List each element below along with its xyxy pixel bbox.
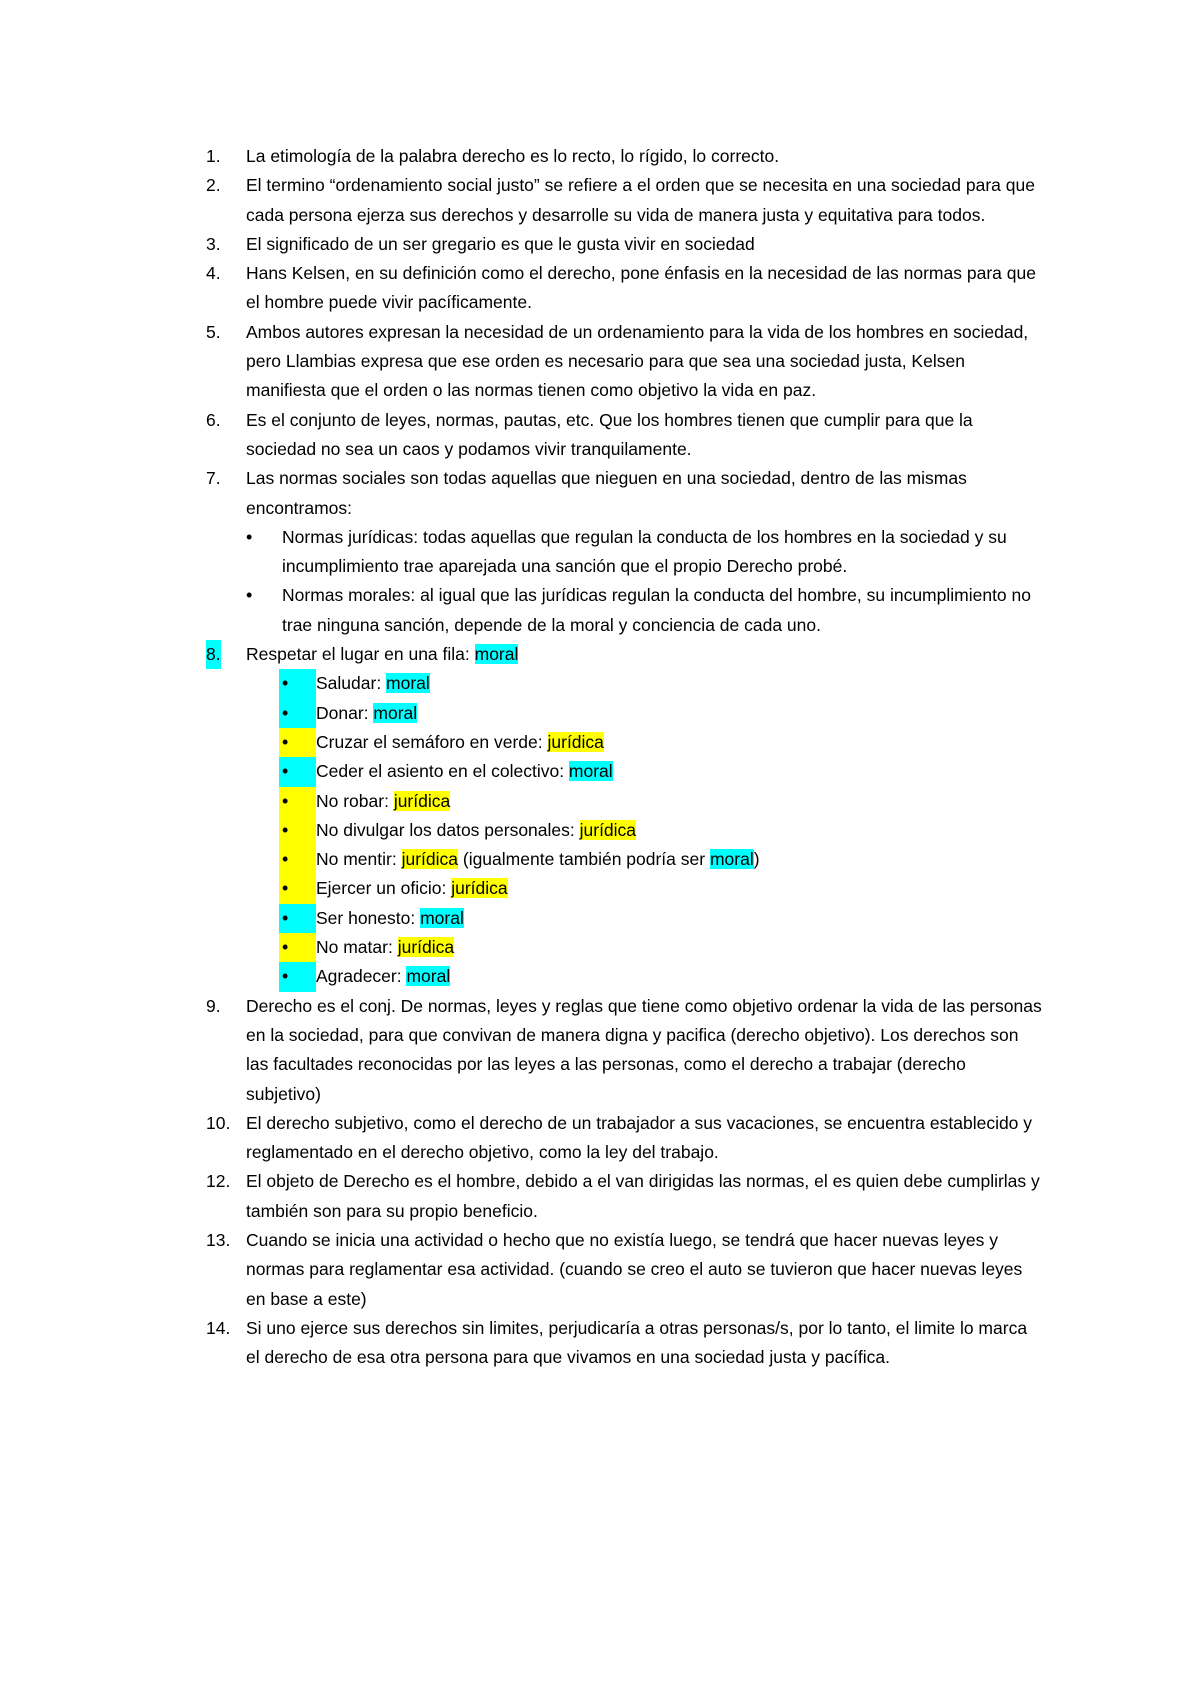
answers-list: [0, 142, 1200, 1372]
answer-highlight-juridica: jurídica: [401, 849, 458, 870]
item-text: Es el conjunto de leyes, normas, pautas, etc. Que los hombres tienen que cumplir para que la sociedad no sea un caos y podamos vivir tranquilamente.: [246, 409, 973, 459]
answer-highlight-moral: moral: [568, 761, 613, 782]
bullet-item-no-robar: [279, 787, 1044, 816]
answer-highlight-moral: moral: [420, 907, 464, 928]
item-number: 10.: [206, 1112, 231, 1133]
bullet-icon: •: [279, 933, 316, 962]
bullet-item-donar: [279, 699, 1044, 728]
list-item-5: [0, 318, 1044, 406]
answer-highlight-moral: moral: [474, 644, 519, 665]
list-item-2: [0, 171, 1044, 230]
bullet-label: Ceder el asiento en el colectivo:: [316, 761, 569, 782]
item-number: 6.: [206, 409, 221, 430]
bullet-icon: •: [279, 962, 316, 991]
bullet-label: No mentir:: [316, 849, 402, 870]
list-item-4: [0, 259, 1044, 318]
answer-highlight-juridica: jurídica: [393, 790, 451, 811]
answer-highlight-moral: moral: [709, 849, 754, 870]
list-item-3: [0, 230, 1044, 259]
bullet-icon: •: [279, 669, 316, 698]
bullet-icon: •: [279, 904, 316, 933]
answer-highlight-juridica: jurídica: [579, 819, 637, 840]
item-number: 1.: [206, 146, 221, 166]
list-item-7: [0, 464, 1044, 640]
norms-sublist: [246, 523, 1044, 640]
answer-highlight-juridica: jurídica: [397, 937, 455, 958]
bullet-item-normas-juridicas: [246, 523, 1044, 582]
bullet-icon: •: [279, 787, 316, 816]
item-number: 13.: [206, 1229, 231, 1250]
bullet-text: Normas morales: al igual que las jurídicas regulan la conducta del hombre, su incumplimiento no trae ninguna sanción, depende de la moral y conciencia de cada uno.: [282, 585, 1031, 635]
bullet-item-agradecer: [279, 962, 1044, 991]
bullet-label: No matar:: [316, 937, 398, 958]
item-text: El derecho subjetivo, como el derecho de un trabajador a sus vacaciones, se encuentra establecido y reglamentado en el derecho objetivo, como la ley del trabajo.: [246, 1112, 1033, 1163]
classification-sublist: [246, 669, 1044, 991]
bullet-label: Cruzar el semáforo en verde:: [316, 731, 548, 752]
item-text: El objeto de Derecho es el hombre, debido a el van dirigidas las normas, el es quien debe cumplirlas y también son para su propio beneficio.: [246, 1171, 1040, 1221]
answer-highlight-juridica: jurídica: [451, 878, 508, 899]
list-item-12: [0, 1167, 1044, 1226]
bullet-label: Saludar:: [316, 673, 387, 694]
bullet-icon: •: [279, 699, 316, 728]
item-text: Las normas sociales son todas aquellas que nieguen en una sociedad, dentro de las mismas encontramos:: [246, 468, 967, 518]
item-text: Derecho es el conj. De normas, leyes y reglas que tiene como objetivo ordenar la vida de las personas en la sociedad, para que convivan de manera digna y pacifica (derecho objetivo). Los derechos son las facultades reconocidas por las leyes a las personas, como el derecho a trabajar (derecho subjetivo): [246, 995, 1042, 1104]
bullet-item-saludar: [279, 669, 1044, 698]
list-item-13: [0, 1226, 1044, 1314]
item-number: 9.: [206, 995, 221, 1016]
item-text: Cuando se inicia una actividad o hecho que no existía luego, se tendrá que hacer nuevas leyes y normas para reglamentar esa actividad. (cuando se creo el auto se tuvieron que hacer nuevas leyes en base a este): [246, 1229, 1023, 1309]
item-text: La etimología de la palabra derecho es lo recto, lo rígido, lo correcto.: [246, 146, 780, 166]
bullet-icon: •: [279, 728, 316, 757]
bullet-icon: •: [279, 874, 316, 903]
bullet-icon: •: [246, 585, 253, 606]
bullet-note-close: ): [753, 849, 760, 870]
item-text: Si uno ejerce sus derechos sin limites, perjudicaría a otras personas/s, por lo tanto, el limite lo marca el derecho de esa otra persona para que vivamos en una sociedad justa y pacífica.: [246, 1317, 1028, 1368]
list-item-14: [0, 1314, 1044, 1373]
item-number: 3.: [206, 233, 221, 254]
answer-highlight-juridica: jurídica: [547, 731, 604, 752]
bullet-label: Donar:: [316, 702, 374, 723]
bullet-item-normas-morales: [246, 581, 1044, 640]
bullet-item-ejercer-oficio: [279, 874, 1044, 903]
item-number: 2.: [206, 175, 221, 196]
bullet-icon: •: [279, 816, 316, 845]
answer-highlight-moral: moral: [386, 673, 430, 694]
bullet-icon: •: [279, 757, 316, 786]
item-text: El significado de un ser gregario es que le gusta vivir en sociedad: [246, 233, 755, 254]
bullet-item-cruzar-semaforo: [279, 728, 1044, 757]
item-label: Respetar el lugar en una fila:: [246, 644, 475, 665]
list-item-6: [0, 406, 1044, 465]
list-item-8: [0, 640, 1044, 992]
bullet-icon: •: [279, 845, 316, 874]
bullet-label: Agradecer:: [316, 966, 407, 987]
bullet-label: Ser honesto:: [316, 907, 421, 928]
bullet-item-no-divulgar: [279, 816, 1044, 845]
item-text: Ambos autores expresan la necesidad de un ordenamiento para la vida de los hombres en sociedad, pero Llambias expresa que ese orden es necesario para que sea una sociedad justa, Kelsen manifiesta que el orden o las normas tienen como objetivo la vida en paz.: [246, 321, 1029, 401]
bullet-note: (igualmente también podría ser: [458, 849, 710, 870]
bullet-item-ser-honesto: [279, 904, 1044, 933]
item-text: El termino “ordenamiento social justo” se refiere a el orden que se necesita en una sociedad para que cada persona ejerza sus derechos y desarrolle su vida de manera justa y equitativa para todos.: [246, 175, 1035, 225]
answer-highlight-moral: moral: [373, 702, 418, 723]
list-item-10: [0, 1109, 1044, 1168]
item-text: [246, 640, 1044, 669]
list-item-9: [0, 992, 1044, 1109]
bullet-item-no-matar: [279, 933, 1044, 962]
item-text: Hans Kelsen, en su definición como el derecho, pone énfasis en la necesidad de las normas para que el hombre puede vivir pacíficamente.: [246, 263, 1036, 313]
list-item-1: [0, 142, 1044, 171]
bullet-label: No robar:: [316, 790, 394, 811]
item-number: 12.: [206, 1171, 231, 1192]
item-number: 5.: [206, 321, 221, 342]
bullet-item-no-mentir: [279, 845, 1044, 874]
bullet-item-ceder-asiento: [279, 757, 1044, 786]
bullet-text: Normas jurídicas: todas aquellas que regulan la conducta de los hombres en la sociedad y su incumplimiento trae aparejada una sanción que el propio Derecho probé.: [282, 526, 1007, 577]
item-number: 7.: [206, 468, 221, 489]
item-number: 8.: [206, 640, 221, 669]
bullet-label: Ejercer un oficio:: [316, 878, 452, 899]
bullet-icon: •: [246, 526, 253, 547]
item-number: 14.: [206, 1317, 231, 1338]
bullet-label: No divulgar los datos personales:: [316, 819, 580, 840]
item-number: 4.: [206, 263, 221, 284]
answer-highlight-moral: moral: [406, 966, 451, 987]
